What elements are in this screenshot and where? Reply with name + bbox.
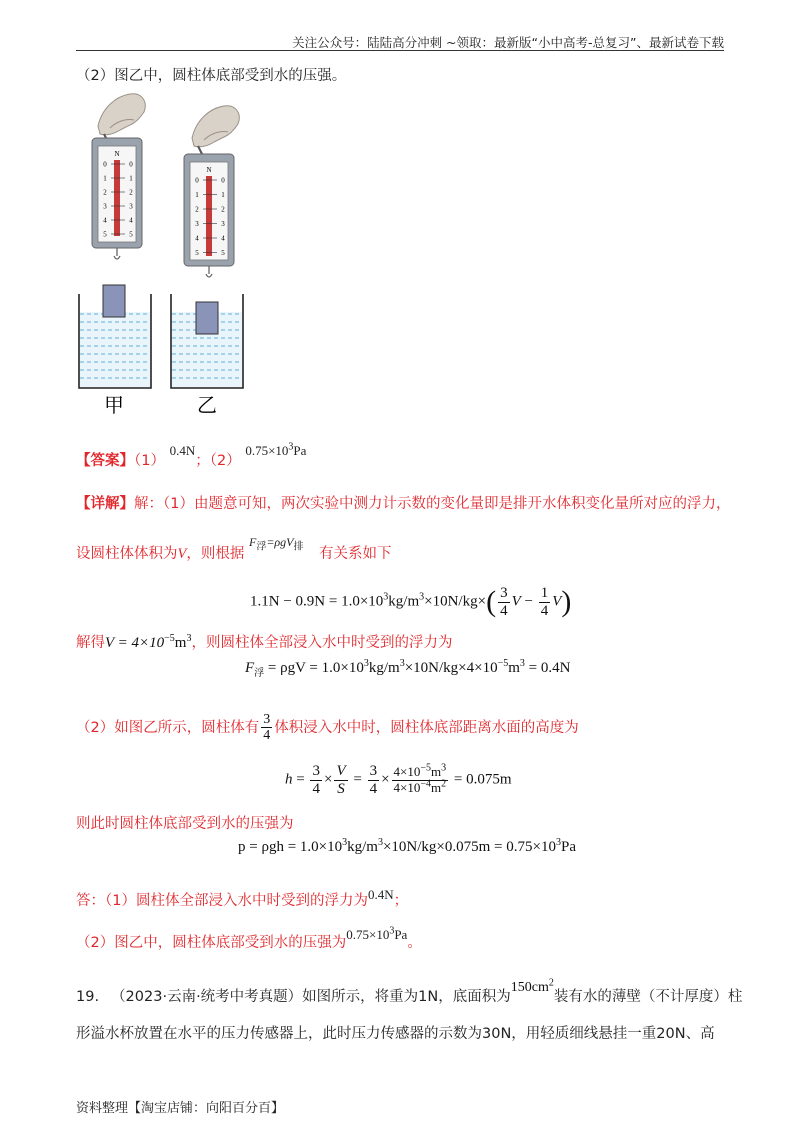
solve-exp: −5 [164, 633, 175, 644]
eq1-exp2: 3 [419, 591, 425, 603]
scale-tick-label: 5 [221, 249, 225, 257]
eq3-f4d: 4×10 [393, 779, 421, 795]
equation-3: h = $\frac{3}{4}$ × $\frac{V}{S}$ = $\frac{3}{4}$ × $\frac{4\times 10^{-5}m^3}{4\times 10^{-4}m^2}$ = 0.075m [285, 762, 512, 797]
eq3-f1d: 4 [312, 780, 320, 797]
scale-tick-label: 3 [195, 220, 199, 228]
q19-text-b: 装有水的薄壁（不计厚度）柱 [553, 989, 743, 1005]
scale-tick-label: 1 [221, 191, 225, 199]
q19-text-a: （2023·云南·统考中考真题）如图所示，将重为1N，底面积为 [111, 989, 511, 1005]
eq3-f4d-exp: −4 [420, 778, 432, 790]
final2-unit: Pa [394, 927, 408, 942]
final1-end: ； [393, 893, 409, 909]
scale-tick-label: 2 [103, 188, 107, 197]
part2-text-a: （2）如图乙所示，圆柱体有 [76, 719, 260, 736]
eq1-frac2 [539, 585, 551, 619]
final2-text: （2）图乙中，圆柱体底部受到水的压强为 [76, 935, 347, 951]
answer-tag: 【答案】 [76, 453, 134, 469]
part-2-line [76, 712, 579, 744]
eq2-exp3: −5 [497, 658, 509, 669]
scale-tick-label: 2 [129, 188, 133, 197]
cylinder-right [196, 302, 218, 334]
scale-tick-label: 3 [221, 220, 225, 228]
equation-4 [238, 839, 576, 856]
scale-tick-label: 1 [129, 174, 133, 183]
beaker-right [171, 294, 243, 388]
part2-frac-num: 3 [263, 712, 271, 727]
eq2-body-e: = 0.4N [524, 660, 571, 676]
eq4-exp3: 3 [555, 837, 561, 848]
answer-value-2-unit: Pa [293, 443, 307, 458]
detail-line-2-c: 有关系如下 [318, 546, 392, 562]
detail-line-2-b: ，则根据 [186, 546, 245, 562]
scale-tick-label: 3 [129, 202, 133, 211]
eq2-body-a: = ρgV = 1.0×10 [264, 660, 364, 676]
scale-tick-label: 4 [221, 234, 225, 243]
scale-tick-label: 0 [195, 176, 199, 185]
detail-line-2-var: V [177, 546, 187, 562]
eq1-frac1-num: 3 [500, 585, 508, 601]
eq4-d: Pa [560, 839, 576, 855]
eq2-exp1: 3 [363, 658, 369, 669]
part2-frac-den: 4 [263, 728, 271, 744]
solve-text-b: ，则圆柱体全部浸入水中时受到的浮力为 [191, 635, 453, 651]
final-answer-1 [76, 889, 408, 910]
detail-line-1 [76, 492, 730, 513]
solve-text-a: 解得 [76, 635, 105, 651]
final1-text: 答：（1）圆柱体全部浸入水中时受到的浮力为 [76, 893, 368, 909]
q19-area-exp: 2 [548, 977, 554, 989]
eq1-frac1 [498, 585, 510, 619]
eq4-a: p = ρgh = 1.0×10 [238, 839, 343, 855]
eq1-frac2-den: 4 [540, 602, 549, 619]
answer-line [76, 441, 307, 470]
eq1-lhs: 1.1N − 0.9N = 1.0×10 [250, 593, 384, 610]
solve-unit-exp: 3 [186, 633, 192, 644]
beaker-left [79, 285, 151, 388]
scale-tick-label: 5 [129, 230, 133, 239]
answer-value-2 [245, 443, 306, 458]
page-header: 关注公众号：陆陆高分冲刺 ~领取：最新版“小中高考-总复习”、最新试卷下载 [292, 35, 724, 50]
eq3-f4d-uexp: 2 [441, 778, 447, 790]
scale-tick-label: 0 [221, 176, 225, 185]
scale-tick-label: 4 [195, 234, 199, 243]
part2-frac [261, 712, 272, 744]
spring-scale-left [92, 138, 142, 259]
equation-1: $1.1N - 0.9N = 1.0\times 10^3kg/m^3\times 10N/kg\times$( $\frac{3}{4}$ V − $\frac{1}{4}$ V) [250, 585, 572, 619]
scale-tick-label: 5 [195, 249, 199, 257]
answer-value-2-exp: 3 [288, 441, 294, 453]
eq1-frac1-den: 4 [500, 602, 508, 619]
eq3-f4n-unit: m [431, 764, 442, 780]
eq1-rest: ×10N/kg× [424, 593, 487, 610]
detail-tag: 【详解】 [76, 496, 134, 512]
answer-part2-label: （2） [209, 453, 241, 469]
equation-2 [245, 660, 570, 677]
answer-value-1: 0.4N [169, 443, 196, 458]
cylinder-left [103, 285, 125, 317]
answer-part1-label: （1） [134, 453, 165, 469]
scale-tick-label: 3 [103, 202, 107, 211]
eq2-body-b: kg/m [368, 660, 400, 676]
detail-line-1-text: 解：（1）由题意可知，两次实验中测力计示数的变化量即是排开水体积变化量所对应的浮力， [134, 496, 731, 512]
spring-scale-figure [70, 88, 260, 418]
buoyancy-formula-icon: $F_浮=\rho gV_排$ [248, 535, 304, 553]
eq3-f2n: V [336, 763, 346, 779]
eq4-b: kg/m [347, 839, 378, 855]
eq2-symbol: F [245, 660, 255, 676]
eq3-h: h [285, 771, 293, 788]
detail-line-2 [76, 535, 392, 563]
eq2-exp2: 3 [399, 658, 405, 669]
eq3-f4n-exp: −5 [420, 762, 432, 774]
eq1-frac2-num: 1 [540, 585, 549, 601]
final2-value: 0.75×10 [346, 927, 390, 942]
scale-unit-right: N [206, 166, 212, 174]
eq3-f4d-unit: m [431, 779, 442, 795]
eq1-exp1: 3 [383, 591, 389, 603]
label-yi: 乙 [197, 393, 217, 417]
page-footer: 资料整理【淘宝店铺：向阳百分百】 [76, 1101, 285, 1116]
scale-tick-label: 0 [129, 160, 133, 169]
label-jia: 甲 [104, 393, 124, 417]
eq4-c: ×10N/kg×0.075m = 0.75×10 [382, 839, 556, 855]
answer-value-2-base: 0.75×10 [245, 443, 289, 458]
eq1-mid: kg/m [388, 593, 420, 610]
spring-scale-right [184, 154, 234, 277]
scale-tick-label: 5 [103, 230, 107, 239]
eq4-exp2: 3 [377, 837, 383, 848]
scale-tick-label: 1 [103, 174, 107, 183]
scale-tick-label: 4 [129, 216, 133, 225]
scale-tick-label: 4 [103, 216, 107, 225]
scale-tick-label: 2 [221, 205, 225, 214]
eq2-exp4: 3 [519, 658, 525, 669]
scale-tick-label: 0 [103, 160, 107, 169]
scale-tick-label: 1 [195, 191, 199, 199]
eq2-body-d: m [508, 660, 520, 676]
final2-exp: 3 [389, 925, 395, 937]
eq3-f3d: 4 [369, 780, 378, 797]
eq3-f4n-uexp: 3 [441, 762, 447, 774]
question-2-prompt: （2）图乙中，圆柱体底部受到水的压强。 [76, 68, 347, 84]
final-answer-2 [76, 925, 422, 952]
eq3-f4n: 4×10 [393, 764, 421, 780]
solve-unit: m [174, 635, 187, 651]
eq3-f2d: S [337, 780, 345, 797]
scale-tick-label: 2 [195, 205, 199, 214]
q19-area: 150cm [510, 980, 549, 995]
hand-right-icon [192, 106, 239, 154]
pressure-line: 则此时圆柱体底部受到水的压强为 [76, 816, 294, 832]
eq3-result: 0.075m [466, 771, 512, 788]
detail-line-2-a: 设圆柱体体积为 [76, 546, 178, 562]
eq3-f1n: 3 [312, 763, 320, 779]
final2-end: 。 [407, 935, 422, 951]
eq4-exp1: 3 [342, 837, 348, 848]
q19-number: 19. [76, 989, 100, 1005]
solve-line [76, 631, 452, 652]
answer-separator: ； [195, 453, 210, 469]
scale-unit-left: N [114, 150, 120, 158]
part2-text-b: 体积浸入水中时，圆柱体底部距离水面的高度为 [274, 719, 579, 736]
eq2-sub: 浮 [254, 668, 265, 679]
header-rule [76, 50, 724, 51]
solve-equation: V = 4×10 [105, 635, 165, 651]
eq2-body-c: ×10N/kg×4×10 [404, 660, 498, 676]
hand-left-icon [98, 94, 145, 142]
final1-value: 0.4N [367, 887, 394, 902]
question-19-line-2: 形溢水杯放置在水平的压力传感器上，此时压力传感器的示数为30N，用轻质细线悬挂一重20N、高 [76, 1026, 715, 1042]
eq3-f3n: 3 [369, 763, 378, 779]
question-19-line-1 [76, 977, 743, 1006]
